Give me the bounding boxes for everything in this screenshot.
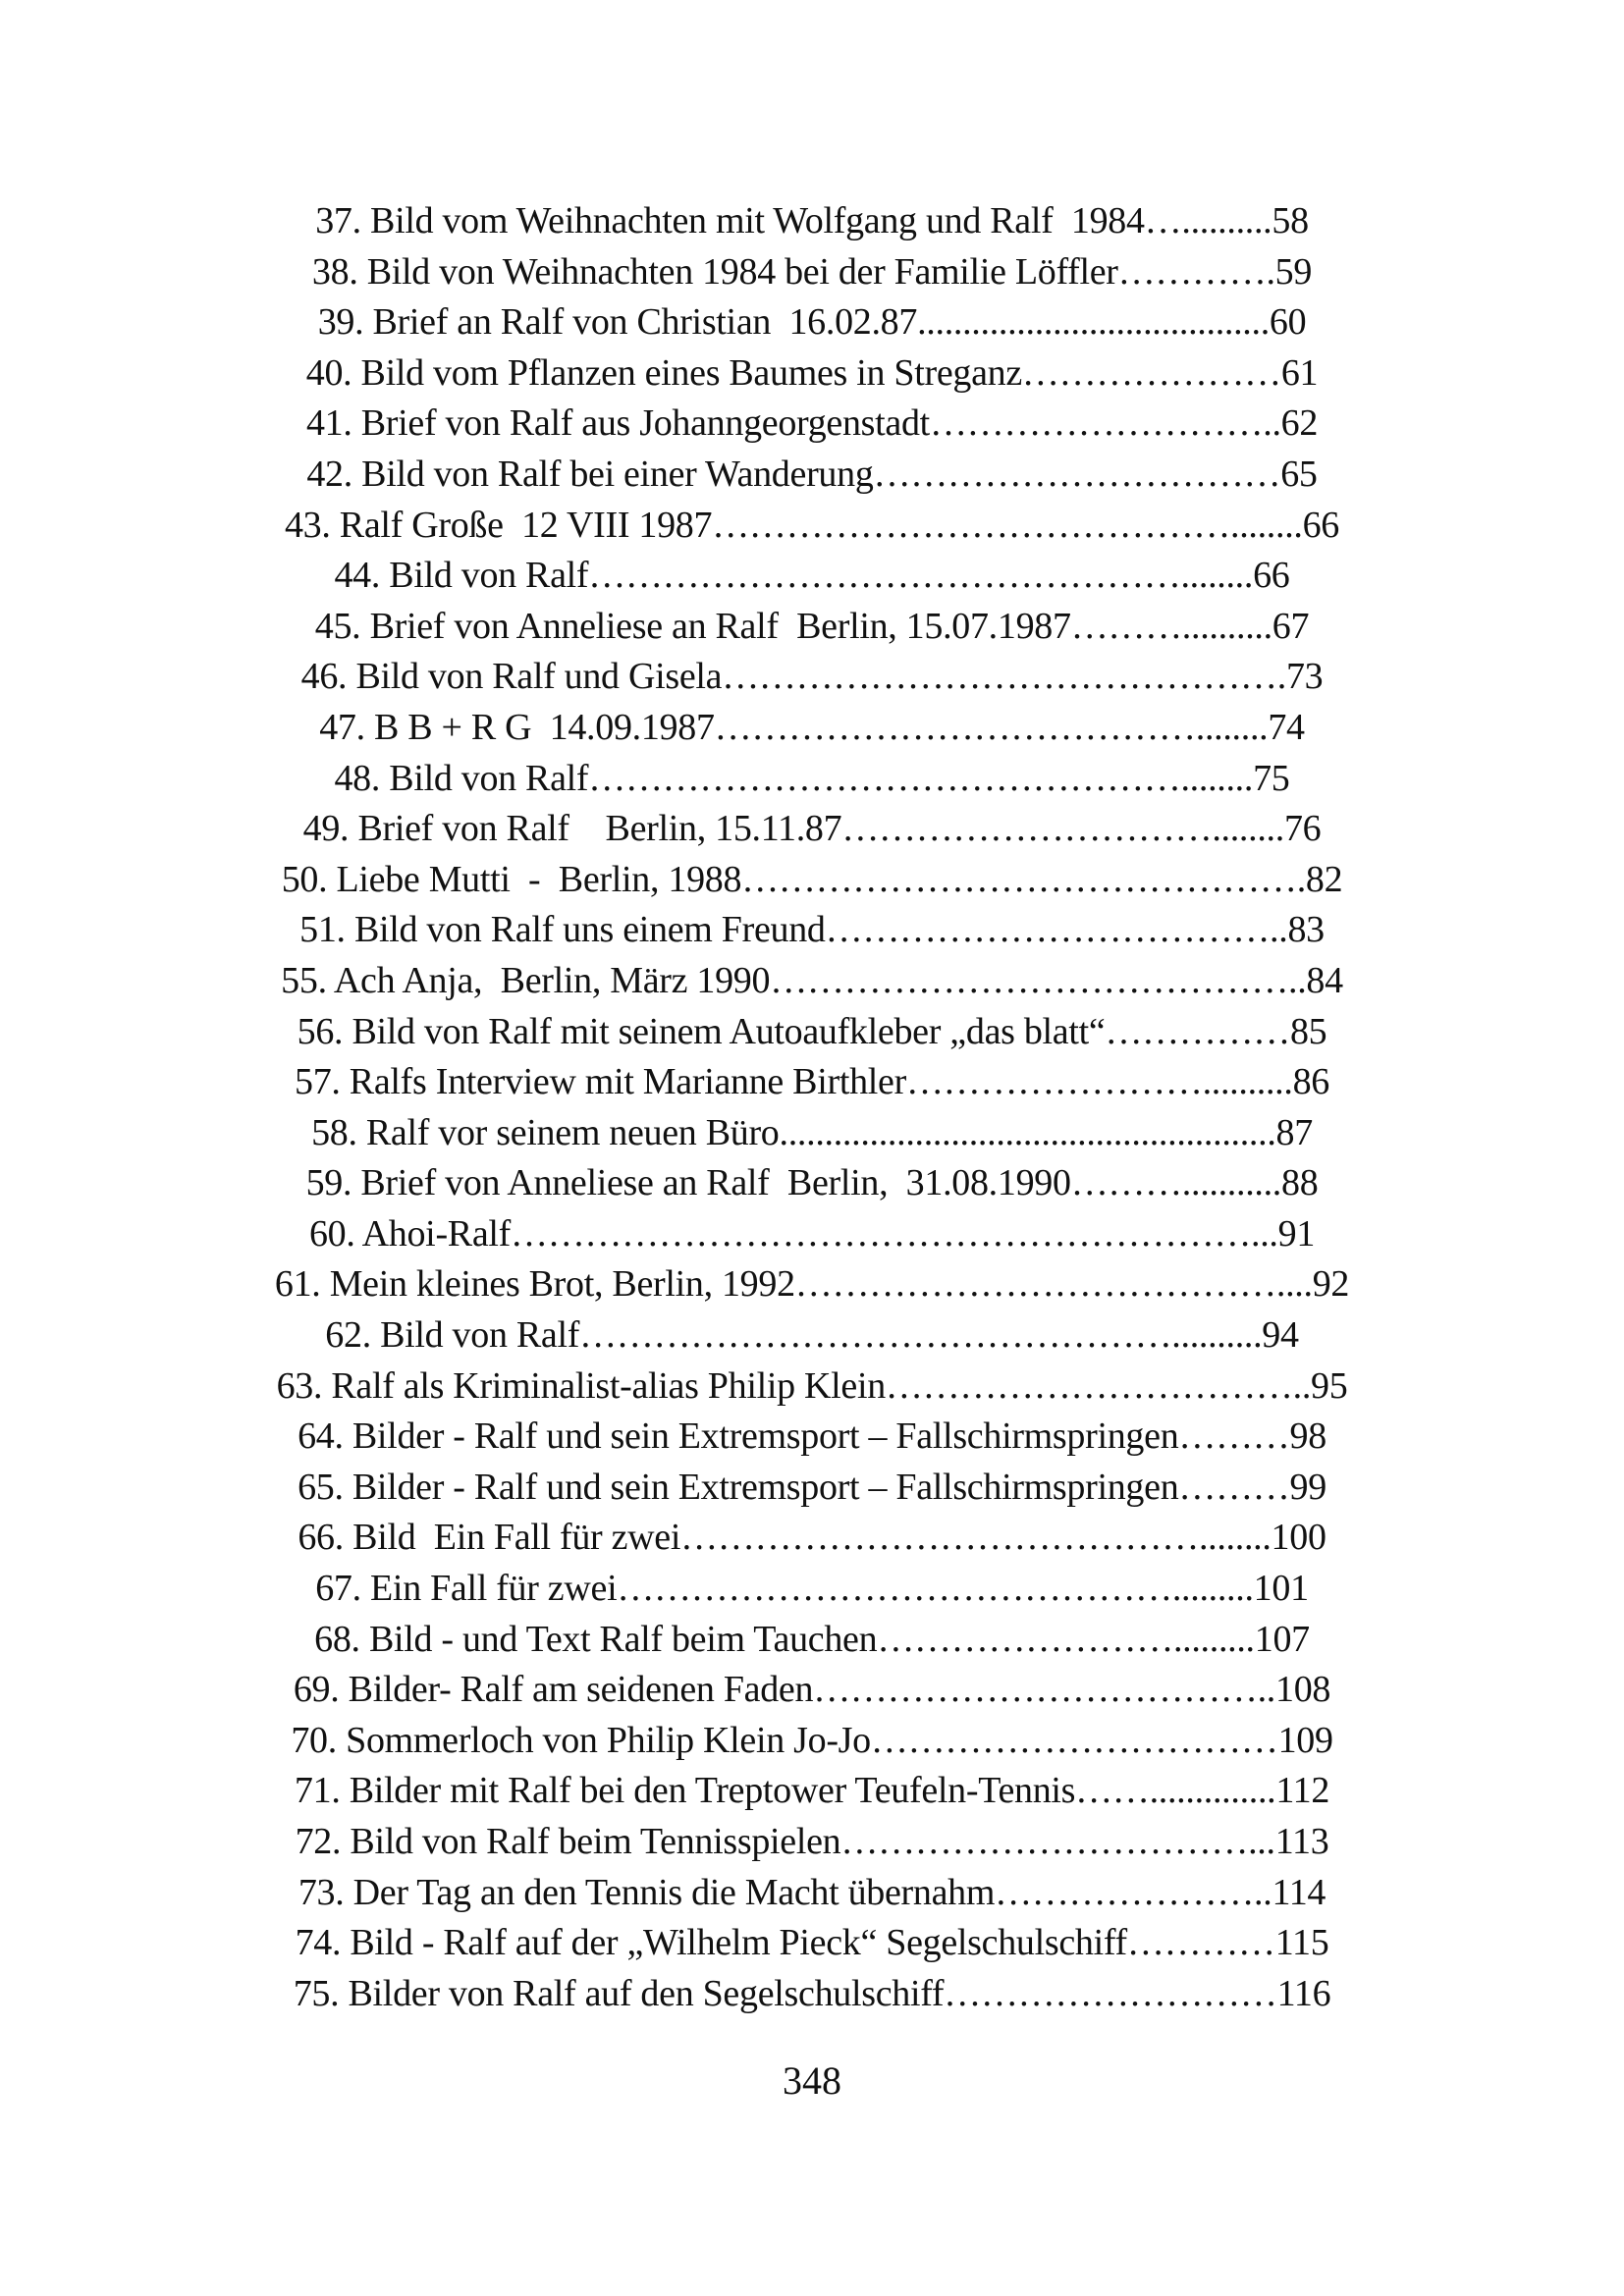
toc-entry-page: 76 bbox=[1283, 808, 1322, 850]
toc-entry-title: 46. Bild von Ralf und Gisela bbox=[300, 656, 723, 698]
toc-entry-leader: …………………………………………........ bbox=[588, 757, 1254, 799]
toc-entry bbox=[192, 1716, 1432, 1767]
toc-entry-title: 40. Bild vom Pflanzen eines Baumes in Streganz bbox=[305, 351, 1022, 394]
toc-entry-page: 116 bbox=[1276, 1972, 1331, 2014]
toc-entry bbox=[192, 348, 1432, 400]
toc-entry bbox=[192, 1817, 1432, 1868]
toc-entry-title: 58. Ralf vor seinem neuen Büro bbox=[311, 1111, 780, 1153]
toc-entry-title: 59. Brief von Anneliese an Ralf Berlin, 31.08.1990 bbox=[305, 1162, 1071, 1204]
toc-entry-page: 113 bbox=[1274, 1821, 1329, 1862]
toc-entry-leader: ……………………………... bbox=[840, 1821, 1275, 1862]
toc-entry-leader: ……….......... bbox=[1070, 605, 1272, 647]
toc-entry-leader: ………........... bbox=[1070, 1162, 1281, 1204]
toc-entry-page: 109 bbox=[1277, 1719, 1333, 1761]
toc-entry-page: 101 bbox=[1253, 1568, 1309, 1610]
toc-entry-leader: ……………………………….. bbox=[813, 1669, 1276, 1711]
toc-entry-page: 115 bbox=[1274, 1922, 1329, 1964]
toc-entry-page: 107 bbox=[1254, 1618, 1310, 1660]
toc-entry-page: 98 bbox=[1289, 1415, 1326, 1458]
toc-entry bbox=[192, 1463, 1432, 1514]
toc-entry-page: 83 bbox=[1287, 909, 1325, 951]
toc-entry bbox=[192, 551, 1432, 602]
toc-entry bbox=[192, 1412, 1432, 1463]
toc-entry bbox=[192, 652, 1432, 703]
toc-entry-title: 48. Bild von Ralf bbox=[334, 757, 589, 799]
toc-entry-leader: …………… bbox=[1105, 1010, 1290, 1052]
toc-entry bbox=[192, 1969, 1432, 2020]
toc-entry-leader: …………………………………........ bbox=[714, 706, 1269, 748]
toc-entry bbox=[192, 1868, 1432, 1919]
toc-entry-leader: …………………………………………........ bbox=[588, 555, 1254, 597]
toc-entry-leader: ……………………………………........ bbox=[680, 1517, 1272, 1559]
toc-entry-leader: …………………………… bbox=[870, 1719, 1278, 1761]
toc-entry bbox=[192, 1766, 1432, 1817]
toc-entry-page: 95 bbox=[1311, 1364, 1348, 1407]
toc-entry bbox=[192, 1615, 1432, 1666]
toc-entry-leader: …………………….......... bbox=[905, 1061, 1293, 1103]
toc-entry bbox=[192, 1158, 1432, 1209]
toc-entry-leader: ………………………………………. bbox=[741, 858, 1306, 900]
toc-entry bbox=[192, 1310, 1432, 1362]
toc-entry-title: 75. Bilder von Ralf auf den Segelschulschiff bbox=[293, 1972, 945, 2014]
toc-entry-title: 38. Bild von Weihnachten 1984 bei der Familie Löffler bbox=[311, 250, 1118, 293]
toc-entry bbox=[192, 1007, 1432, 1058]
toc-entry bbox=[192, 855, 1432, 906]
toc-entry-title: 51. Bild von Ralf uns einem Freund bbox=[299, 909, 826, 951]
toc-entry-leader: ………………………………………......... bbox=[617, 1568, 1254, 1610]
toc-entry-page: 94 bbox=[1262, 1314, 1299, 1357]
toc-entry-title: 70. Sommerloch von Philip Klein Jo-Jo bbox=[291, 1719, 871, 1761]
toc-entry-title: 74. Bild - Ralf auf der „Wilhelm Pieck“ Segelschulschiff bbox=[295, 1922, 1127, 1964]
toc-entry-page: 74 bbox=[1268, 706, 1305, 748]
toc-entry bbox=[192, 1362, 1432, 1413]
toc-entry-leader: …………………………….. bbox=[885, 1364, 1312, 1407]
toc-entry-leader: ……………………………………........ bbox=[712, 504, 1303, 546]
toc-entry bbox=[192, 196, 1432, 247]
toc-entry-page: 66 bbox=[1302, 504, 1340, 546]
toc-entry-page: 91 bbox=[1277, 1212, 1316, 1255]
table-of-contents bbox=[192, 196, 1432, 2019]
toc-entry-page: 62 bbox=[1280, 402, 1319, 445]
toc-entry-leader: ………………….. bbox=[995, 1871, 1272, 1913]
toc-entry bbox=[192, 297, 1432, 348]
toc-entry-leader: ……………………… bbox=[944, 1972, 1277, 2014]
toc-entry bbox=[192, 905, 1432, 956]
toc-entry-title: 39. Brief an Ralf von Christian 16.02.87 bbox=[317, 301, 918, 344]
toc-entry bbox=[192, 247, 1432, 298]
toc-entry bbox=[192, 754, 1432, 805]
toc-entry-page: 67 bbox=[1272, 605, 1310, 647]
page-number: 348 bbox=[783, 2058, 841, 2103]
toc-entry-page: 73 bbox=[1285, 656, 1324, 698]
toc-entry-page: 92 bbox=[1312, 1263, 1350, 1306]
toc-entry-leader: ……… bbox=[1178, 1466, 1290, 1508]
toc-entry-title: 72. Bild von Ralf beim Tennisspielen bbox=[295, 1821, 841, 1862]
toc-entry-leader: ………… bbox=[1126, 1922, 1275, 1964]
toc-entry bbox=[192, 450, 1432, 501]
toc-entry-page: 61 bbox=[1280, 351, 1319, 394]
toc-entry bbox=[192, 956, 1432, 1007]
toc-entry bbox=[192, 1918, 1432, 1969]
toc-entry-leader: ………………………………………. bbox=[722, 656, 1286, 698]
toc-entry-title: 47. B B + R G 14.09.1987 bbox=[319, 706, 715, 748]
toc-entry-page: 108 bbox=[1275, 1669, 1331, 1711]
toc-entry-title: 44. Bild von Ralf bbox=[334, 555, 589, 597]
toc-entry-title: 50. Liebe Mutti - Berlin, 1988 bbox=[281, 858, 742, 900]
toc-entry-leader: …………………………………….. bbox=[770, 959, 1307, 1001]
toc-entry-leader: ……… bbox=[1178, 1415, 1290, 1458]
toc-entry bbox=[192, 804, 1432, 855]
toc-entry-leader: ………………………………….... bbox=[794, 1263, 1313, 1306]
toc-entry-leader: ……………………………………………………... bbox=[511, 1212, 1278, 1255]
toc-entry-title: 60. Ahoi-Ralf bbox=[308, 1212, 512, 1255]
toc-entry-page: 59 bbox=[1274, 250, 1313, 293]
toc-entry-title: 67. Ein Fall für zwei bbox=[315, 1568, 618, 1610]
toc-entry-title: 69. Bilder- Ralf am seidenen Faden bbox=[293, 1669, 814, 1711]
toc-entry-leader: ……………………......... bbox=[877, 1618, 1255, 1660]
toc-entry-title: 62. Bild von Ralf bbox=[325, 1314, 580, 1357]
toc-entry bbox=[192, 1209, 1432, 1260]
toc-entry bbox=[192, 501, 1432, 552]
toc-entry-title: 68. Bild - und Text Ralf beim Tauchen bbox=[314, 1618, 878, 1660]
toc-entry-page: 82 bbox=[1305, 858, 1343, 900]
toc-entry-title: 71. Bilder mit Ralf bei den Treptower Teufeln-Tennis bbox=[294, 1770, 1076, 1812]
toc-entry bbox=[192, 1057, 1432, 1108]
toc-entry-title: 49. Brief von Ralf Berlin, 15.11.87 bbox=[302, 808, 842, 850]
toc-entry-title: 37. Bild vom Weihnachten mit Wolfgang und Ralf 1984 bbox=[315, 200, 1145, 241]
toc-entry-leader: ………………………………………….......... bbox=[579, 1314, 1263, 1357]
toc-entry bbox=[192, 399, 1432, 450]
toc-entry-page: 99 bbox=[1289, 1466, 1326, 1508]
toc-entry-page: 112 bbox=[1275, 1770, 1330, 1812]
toc-entry-title: 56. Bild von Ralf mit seinem Autoaufkleber „das blatt“ bbox=[297, 1010, 1106, 1052]
toc-entry-title: 41. Brief von Ralf aus Johanngeorgenstadt bbox=[305, 402, 930, 445]
toc-entry-leader: …….............. bbox=[1075, 1770, 1276, 1812]
toc-entry-page: 87 bbox=[1275, 1111, 1313, 1153]
toc-entry bbox=[192, 1513, 1432, 1564]
toc-entry-page: 75 bbox=[1253, 757, 1290, 799]
toc-entry-title: 61. Mein kleines Brot, Berlin, 1992 bbox=[274, 1263, 795, 1306]
toc-entry-leader: ……………………………….. bbox=[825, 909, 1288, 951]
toc-entry-title: 57. Ralfs Interview mit Marianne Birthler bbox=[295, 1061, 906, 1103]
toc-entry-leader: ….......... bbox=[1144, 200, 1272, 241]
toc-entry-leader: ………………… bbox=[1021, 351, 1281, 394]
toc-entry-page: 88 bbox=[1281, 1162, 1319, 1204]
toc-entry-page: 58 bbox=[1272, 200, 1309, 241]
toc-entry bbox=[192, 1665, 1432, 1716]
toc-entry-title: 55. Ach Anja, Berlin, März 1990 bbox=[281, 959, 771, 1001]
toc-entry-title: 66. Bild Ein Fall für zwei bbox=[298, 1517, 681, 1559]
toc-entry-page: 65 bbox=[1280, 453, 1318, 495]
toc-entry-leader: …………. bbox=[1117, 250, 1275, 293]
toc-entry bbox=[192, 1259, 1432, 1310]
toc-entry-title: 45. Brief von Anneliese an Ralf Berlin, 15.07.1987 bbox=[314, 605, 1071, 647]
toc-entry-leader: ....................................................... bbox=[779, 1111, 1276, 1153]
toc-entry-leader: ....................................... bbox=[917, 301, 1270, 344]
toc-entry bbox=[192, 703, 1432, 754]
toc-entry-page: 66 bbox=[1253, 555, 1290, 597]
toc-entry-page: 86 bbox=[1292, 1061, 1329, 1103]
toc-entry bbox=[192, 1108, 1432, 1159]
toc-entry bbox=[192, 602, 1432, 653]
toc-entry-page: 84 bbox=[1306, 959, 1343, 1001]
toc-entry-page: 100 bbox=[1271, 1517, 1326, 1559]
toc-entry-title: 63. Ralf als Kriminalist-alias Philip Klein bbox=[276, 1364, 886, 1407]
toc-entry-title: 65. Bilder - Ralf und sein Extremsport – Fallschirmspringen bbox=[298, 1466, 1179, 1508]
toc-entry bbox=[192, 1564, 1432, 1615]
toc-entry-leader: …………………………… bbox=[873, 453, 1281, 495]
toc-entry-title: 43. Ralf Große 12 VIII 1987 bbox=[284, 504, 713, 546]
toc-entry-page: 85 bbox=[1289, 1010, 1327, 1052]
toc-entry-title: 42. Bild von Ralf bei einer Wanderung bbox=[306, 453, 874, 495]
toc-entry-page: 60 bbox=[1269, 301, 1307, 344]
toc-entry-leader: ……………………….. bbox=[929, 402, 1281, 445]
toc-entry-page: 114 bbox=[1272, 1871, 1326, 1913]
toc-entry-title: 73. Der Tag an den Tennis die Macht übernahm bbox=[298, 1871, 996, 1913]
toc-entry-leader: …………………………........ bbox=[841, 808, 1284, 850]
toc-entry-title: 64. Bilder - Ralf und sein Extremsport – Fallschirmspringen bbox=[298, 1415, 1179, 1458]
